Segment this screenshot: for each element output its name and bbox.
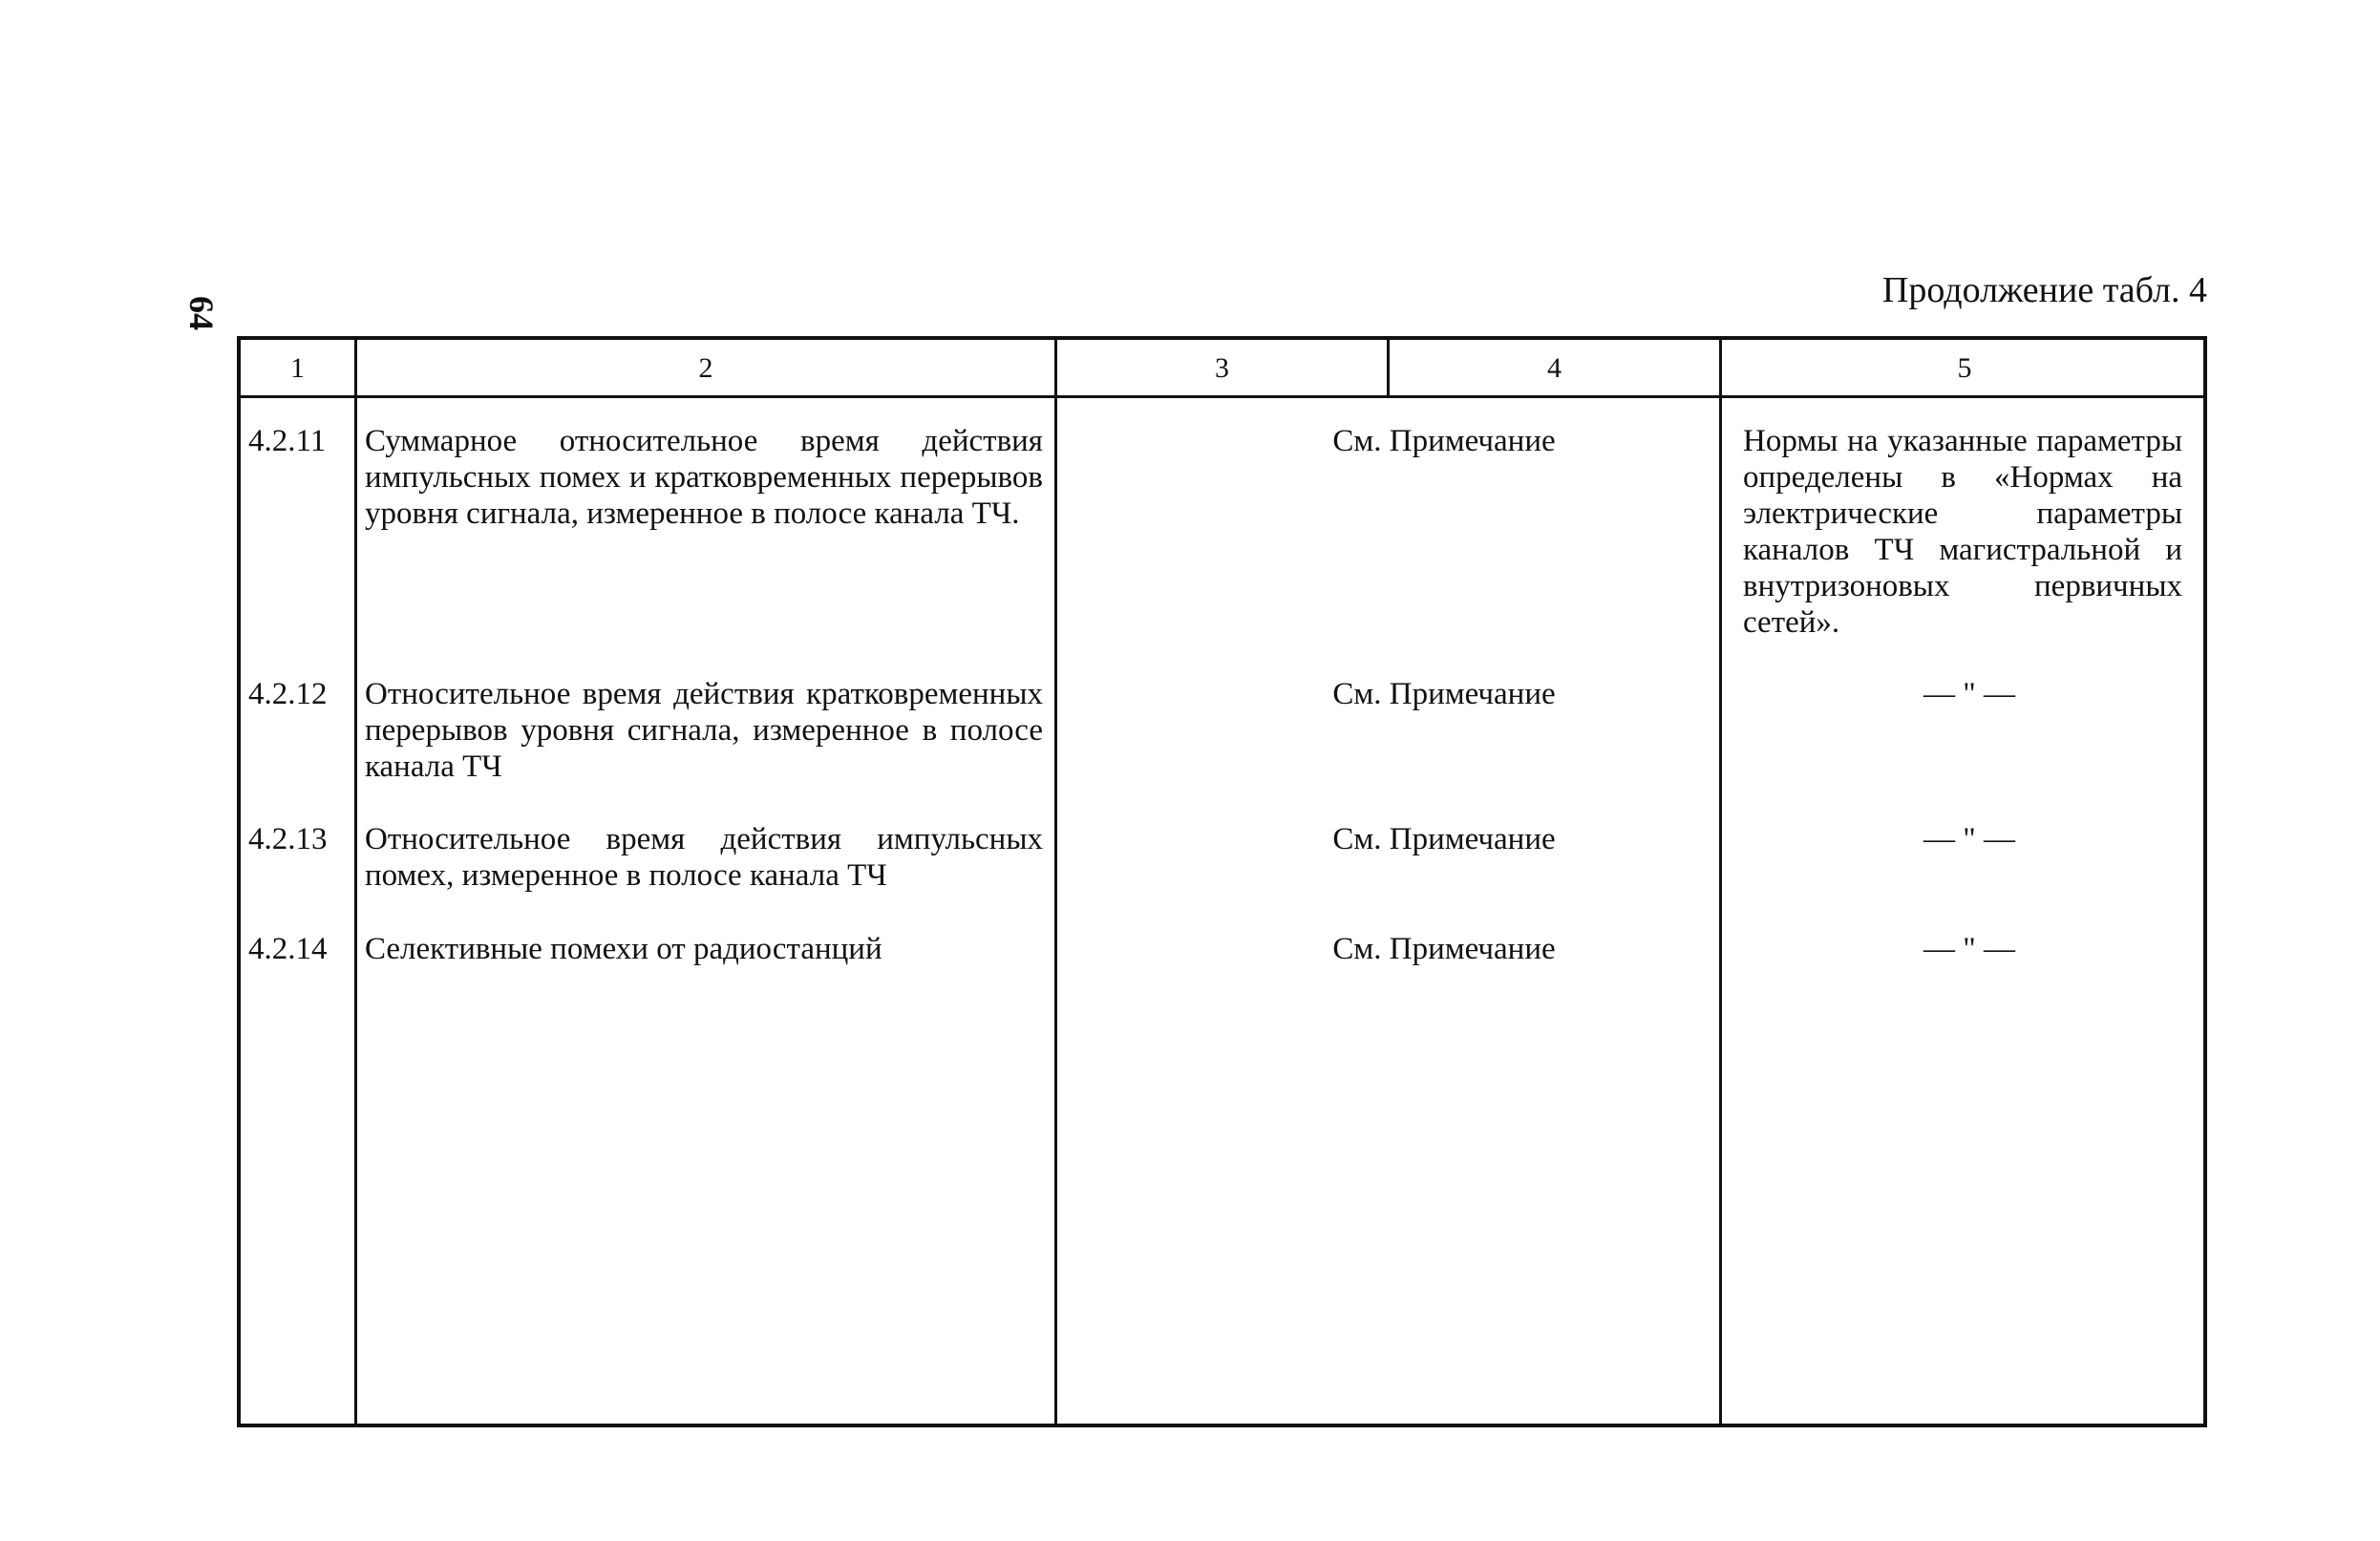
- column-divider: [354, 340, 357, 1424]
- row-number: 4.2.11: [248, 424, 327, 458]
- row-note: — " —: [1923, 932, 2015, 966]
- row-description: Относительное время действия кратковременных перерывов уровня сигнала, измеренное в полосе канала ТЧ: [365, 677, 1043, 784]
- row-reference: См. Примечание: [1332, 424, 1556, 458]
- header-col-3: 3: [1215, 352, 1229, 384]
- column-divider: [1719, 340, 1722, 1424]
- page-number: 64: [182, 296, 221, 330]
- row-number: 4.2.13: [248, 822, 328, 856]
- row-number: 4.2.12: [248, 677, 328, 711]
- row-number: 4.2.14: [248, 932, 328, 966]
- row-reference: См. Примечание: [1332, 822, 1556, 856]
- row-note: — " —: [1923, 822, 2015, 856]
- row-reference: См. Примечание: [1332, 677, 1556, 711]
- header-col-5: 5: [1957, 352, 1972, 384]
- table-caption: Продолжение табл. 4: [1881, 270, 2207, 310]
- row-description: Селективные помехи от радиостанций: [365, 932, 882, 966]
- row-note: — " —: [1923, 677, 2015, 711]
- row-description: Суммарное относительное время действия импульсных помех и кратковременных перерывов уровня сигнала, измеренное в полосе канала ТЧ.: [365, 424, 1043, 531]
- row-description: Относительное время действия импульсных помех, измеренное в полосе канала ТЧ: [365, 822, 1043, 893]
- column-divider: [1054, 340, 1057, 1424]
- header-col-1: 1: [290, 352, 305, 384]
- data-table: [237, 336, 2207, 1427]
- row-reference: См. Примечание: [1332, 932, 1556, 966]
- header-col-4: 4: [1547, 352, 1562, 384]
- header-col-2: 2: [698, 352, 713, 384]
- row-note: Нормы на указанные параметры определены в «Нормах на электрические параметры каналов ТЧ магистральной и внутризоновых первичных сетей».: [1743, 424, 2182, 640]
